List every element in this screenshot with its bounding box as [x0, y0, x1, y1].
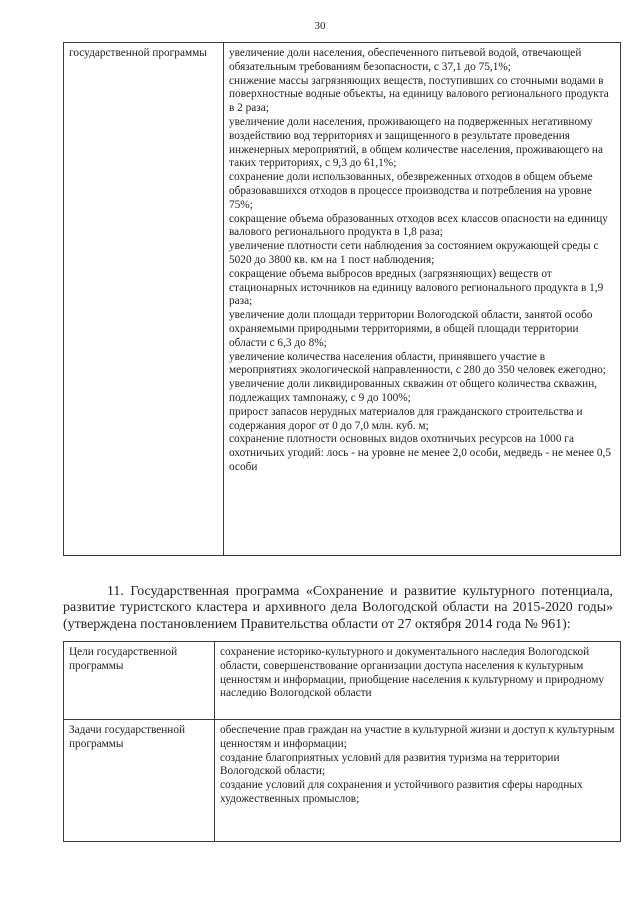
list-item: снижение массы загрязняющих веществ, поступивших со сточными водами в поверхностные водные объекты, на единицу валового регионального продукта в 2 раза; [229, 74, 609, 115]
list-item: создание условий для сохранения и устойчивого развития сферы народных художественных промыслов; [220, 779, 583, 805]
row-content [224, 43, 621, 556]
list-item: сохранение историко-культурного и документального наследия Вологодской области, совершенствование организации доступа населения к культурным ценностям и информации, приобщение населения к культурному и природному наследию Вологодской области [220, 646, 605, 700]
row-label: Задачи государственной программы [64, 720, 215, 842]
list-item: сохранение доли использованных, обезвреженных отходов в общем объеме образовавшихся отходов в процессе производства и потребления на уровне 75%; [229, 171, 593, 211]
table-row [64, 43, 621, 556]
program-table [63, 641, 621, 842]
list-item: увеличение доли населения, обеспеченного питьевой водой, отвечающей обязательным требованиям безопасности, с 37,1 до 75,1%; [229, 47, 582, 73]
table-row [64, 642, 621, 720]
list-item: сокращение объема выбросов вредных (загрязняющих) веществ от стационарных источников на единицу валового регионального продукта в 1,9 раза; [229, 267, 604, 308]
row-content [215, 720, 621, 842]
list-item: увеличение доли площади территории Вологодской области, занятой особо охраняемыми природными территориями, в общей площади территории области с 6,3 до 8%; [229, 309, 593, 349]
indicators-table [63, 42, 621, 556]
row-label: государственной программы [64, 43, 224, 556]
section-paragraph: 11. Государственная программа «Сохранение и развитие культурного потенциала, развитие туристского кластера и архивного дела Вологодской области на 2015-2020 годы» (утверждена постановлением Правительства области от 27 октября 2014 года № 961): [63, 583, 613, 632]
list-item: обеспечение прав граждан на участие в культурной жизни и доступ к культурным ценностям и информации; [220, 724, 615, 750]
list-item: увеличение доли ликвидированных скважин от общего количества скважин, подлежащих тампонажу, с 9 до 100%; [229, 378, 598, 404]
row-label: Цели государственной программы [64, 642, 215, 720]
list-item: увеличение количества населения области, принявшего участие в мероприятиях экологической направленности, с 280 до 350 человек ежегодно; [229, 350, 606, 377]
list-item: сохранение плотности основных видов охотничьих ресурсов на 1000 га охотничьих угодий: лось - на уровне не менее 2,0 особи, медведь - не менее 0,5 особи [229, 433, 611, 473]
list-item: прирост запасов нерудных материалов для гражданского строительства и содержания дорог от 0 до 7,0 млн. куб. м; [229, 405, 583, 432]
page-number: 30 [314, 20, 326, 32]
table-row [64, 720, 621, 842]
list-item: сокращение объема образованных отходов всех классов опасности на единицу валового регионального продукта в 1,8 раза; [229, 212, 608, 239]
list-item: создание благоприятных условий для развития туризма на территории Вологодской области; [220, 751, 560, 778]
list-item: увеличение плотности сети наблюдения за состоянием окружающей среды с 5020 до 3800 кв. км на 1 пост наблюдения; [229, 240, 599, 266]
row-content [215, 642, 621, 720]
list-item: увеличение доли населения, проживающего на подверженных негативному воздействию вод территориях и защищенного в результате проведения инженерных мероприятий, в общем количестве населения, проживающего на таких территориях, с 9,3 до 61,1%; [229, 115, 603, 170]
